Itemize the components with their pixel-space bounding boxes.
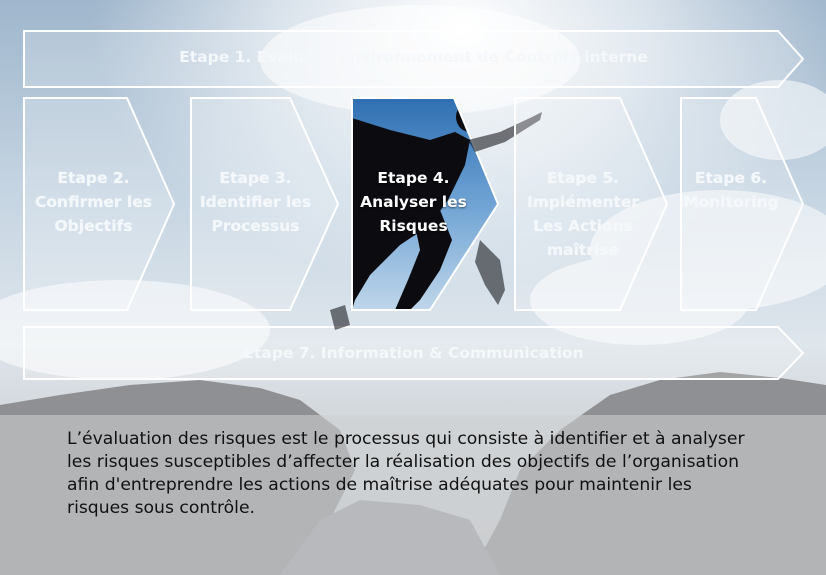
step3-line-2: Identifier les	[199, 193, 312, 211]
step6-label	[672, 166, 790, 214]
step1-label: Etape 1. Evaluer l’Environnement de Contrôle interne	[179, 48, 648, 66]
step2-line-3: Objectifs	[54, 217, 133, 235]
step4-label	[346, 166, 481, 238]
step4-line-2: Analyser les	[360, 193, 467, 211]
description-text: L’évaluation des risques est le processus qui consiste à identifier et à analyser les risques susceptibles d’affecter la réalisation des objectifs de l’organisation afin d'entreprendre les actions de maîtrise adéquates pour maintenir les risques sous contrôle.	[67, 429, 745, 518]
step5-line-3: Les Actions	[533, 217, 633, 235]
step3-line-1: Etape 3.	[219, 169, 292, 187]
step2-line-2: Confirmer les	[35, 193, 152, 211]
step5-line-1: Etape 5.	[546, 169, 620, 187]
step3-label	[188, 166, 323, 238]
step6-line-2: Monitoring	[683, 193, 779, 211]
step3-line-3: Processus	[211, 217, 300, 235]
step5-line-2: Implémenter	[526, 193, 640, 211]
step6-line-1: Etape 6.	[694, 169, 768, 187]
step5-line-4: maîtrise	[546, 241, 620, 259]
step4-line-3: Risques	[379, 217, 448, 235]
step2-line-1: Etape 2.	[57, 169, 130, 187]
step4-line-1: Etape 4.	[377, 169, 450, 187]
step5-label	[508, 166, 658, 262]
step2-label	[26, 166, 161, 238]
step7-label: Etape 7. Information & Communication	[243, 344, 584, 362]
